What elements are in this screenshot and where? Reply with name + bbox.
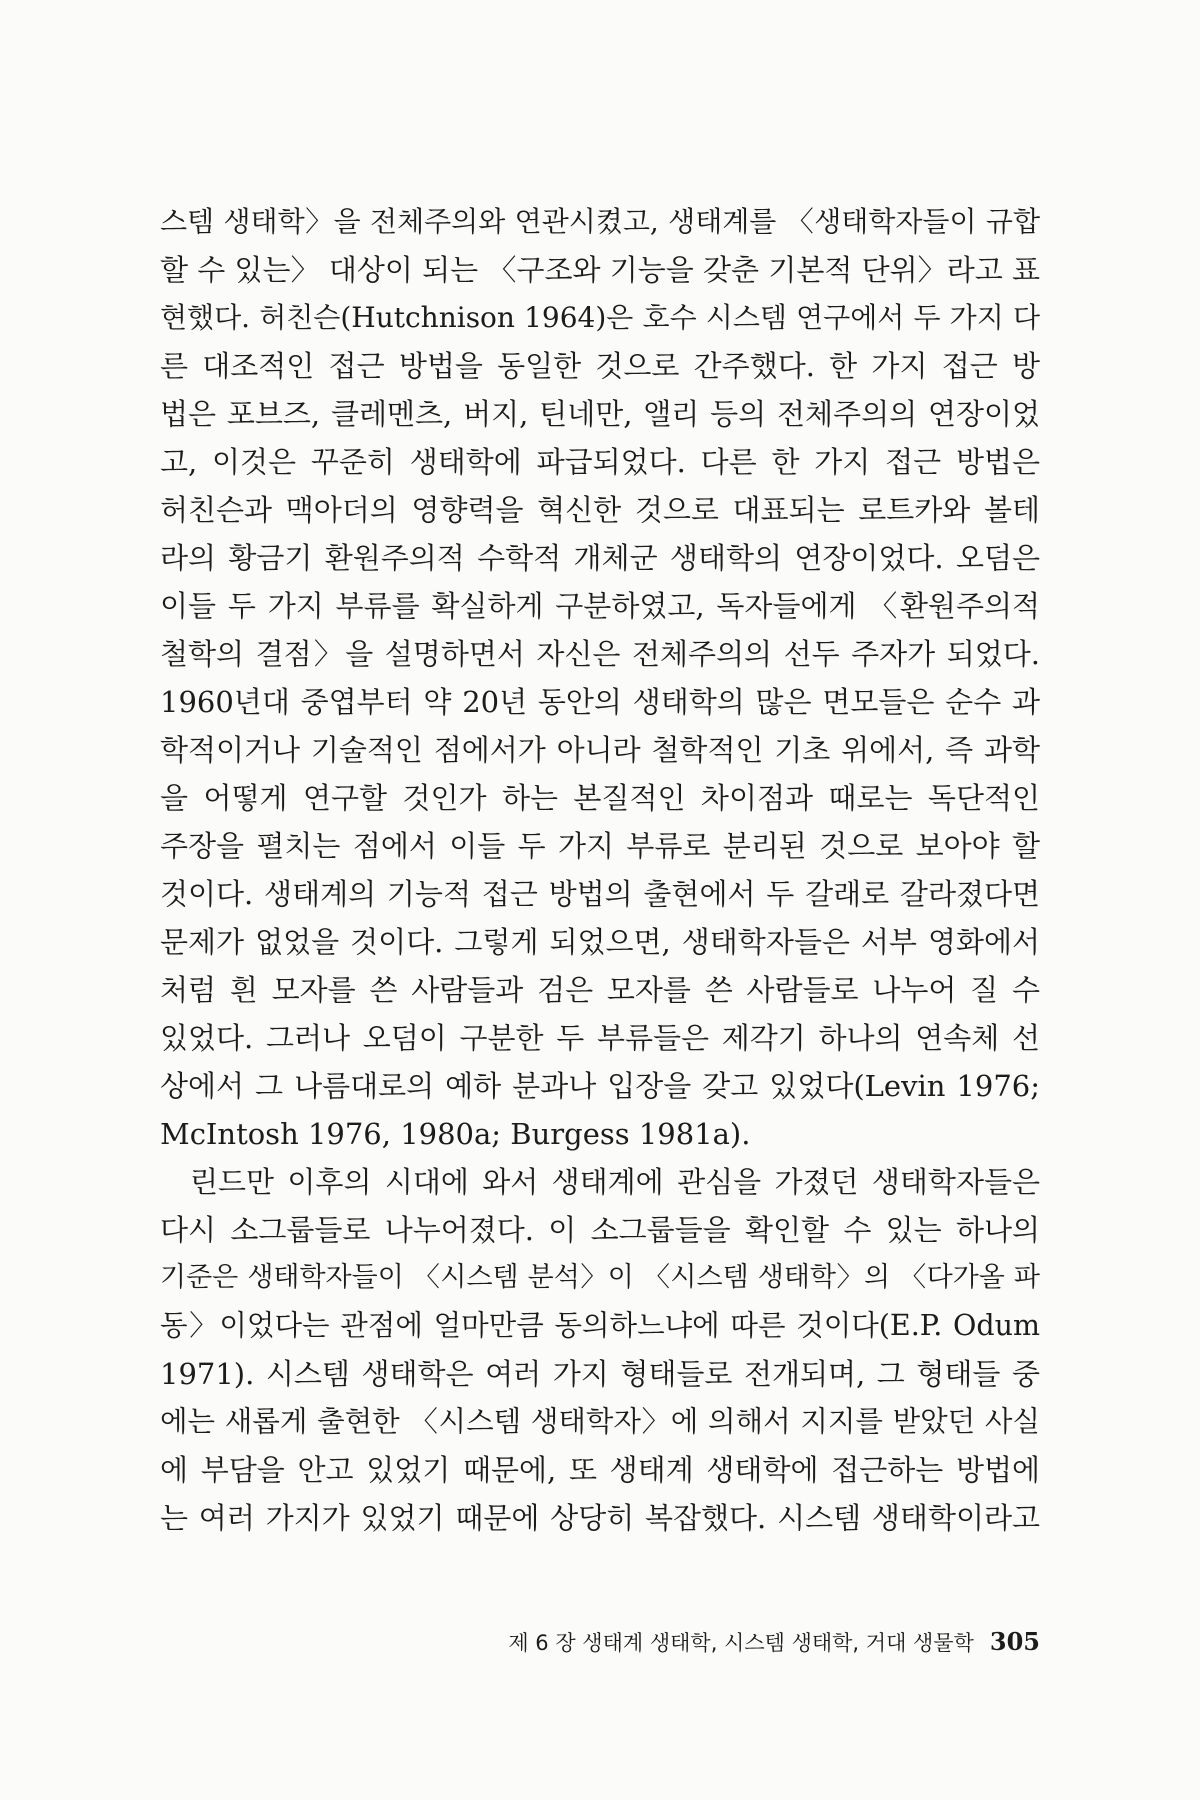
text-line: 기준은 생태학자들이 〈시스템 분석〉이 〈시스템 생태학〉의 〈다가올 파 (160, 1262, 1040, 1293)
text-line: 철학의 결점〉을 설명하면서 자신은 전체주의의 선두 주자가 되었다. (160, 637, 1040, 671)
text-line: 현했다. 허친슨(Hutchnison 1964)은 호수 시스템 연구에서 두 가지 다 (160, 301, 1040, 334)
text-line: 있었다. 그러나 오덤이 구분한 두 부류들은 제각기 하나의 연속체 선 (160, 1021, 1040, 1055)
paragraph-2 (160, 1158, 1040, 1542)
text-line: 른 대조적인 접근 방법을 동일한 것으로 간주했다. 한 가지 접근 방 (160, 349, 1040, 383)
page-footer (458, 1627, 1040, 1657)
text-line: 에 부담을 안고 있었기 때문에, 또 생태계 생태학에 접근하는 방법에 (160, 1453, 1040, 1487)
text-line: 는 여러 가지가 있었기 때문에 상당히 복잡했다. 시스템 생태학이라고 (160, 1501, 1040, 1535)
text-line: 스템 생태학〉을 전체주의와 연관시켰고, 생태계를 〈생태학자들이 규합 (160, 205, 1040, 238)
text-line: 1960년대 중엽부터 약 20년 동안의 생태학의 많은 면모들은 순수 과 (160, 685, 1040, 719)
text-line: 1971). 시스템 생태학은 여러 가지 형태들로 전개되며, 그 형태들 중 (160, 1357, 1040, 1391)
page-number: 305 (989, 1627, 1040, 1656)
text-line: 동〉이었다는 관점에 얼마만큼 동의하느냐에 따른 것이다(E.P. Odum (160, 1309, 1040, 1342)
text-line: 법은 포브즈, 클레멘츠, 버지, 틴네만, 앨리 등의 전체주의의 연장이었 (160, 397, 1040, 431)
text-line: 문제가 없었을 것이다. 그렇게 되었으면, 생태학자들은 서부 영화에서 (160, 925, 1040, 959)
running-head: 제 6 장 생태계 생태학, 시스템 생태학, 거대 생물학 (508, 1631, 974, 1655)
text-line: 다시 소그룹들로 나누어졌다. 이 소그룹들을 확인할 수 있는 하나의 (160, 1213, 1040, 1247)
text-line: 라의 황금기 환원주의적 수학적 개체군 생태학의 연장이었다. 오덤은 (160, 541, 1040, 575)
text-line: 고, 이것은 꾸준히 생태학에 파급되었다. 다른 한 가지 접근 방법은 (160, 445, 1040, 479)
text-line: McIntosh 1976, 1980a; Burgess 1981a). (160, 1117, 751, 1151)
text-line: 할 수 있는〉 대상이 되는 〈구조와 기능을 갖춘 기본적 단위〉라고 표 (160, 253, 1040, 287)
text-line: 린드만 이후의 시대에 와서 생태계에 관심을 가졌던 생태학자들은 (190, 1165, 1040, 1199)
text-line: 학적이거나 기술적인 점에서가 아니라 철학적인 기초 위에서, 즉 과학 (160, 733, 1040, 767)
text-line: 을 어떻게 연구할 것인가 하는 본질적인 차이점과 때로는 독단적인 (160, 781, 1040, 815)
paragraph-1 (160, 198, 1040, 1158)
text-line: 것이다. 생태계의 기능적 접근 방법의 출현에서 두 갈래로 갈라졌다면 (160, 877, 1040, 911)
text-line: 이들 두 가지 부류를 확실하게 구분하였고, 독자들에게 〈환원주의적 (160, 589, 1040, 623)
text-line: 허친슨과 맥아더의 영향력을 혁신한 것으로 대표되는 로트카와 볼테 (160, 493, 1040, 527)
body-text (160, 198, 1040, 1542)
text-line: 주장을 펼치는 점에서 이들 두 가지 부류로 분리된 것으로 보아야 할 (160, 829, 1040, 863)
text-line: 에는 새롭게 출현한 〈시스템 생태학자〉에 의해서 지지를 받았던 사실 (160, 1405, 1040, 1438)
text-line: 처럼 흰 모자를 쓴 사람들과 검은 모자를 쓴 사람들로 나누어 질 수 (160, 973, 1040, 1007)
text-line: 상에서 그 나름대로의 예하 분과나 입장을 갖고 있었다(Levin 1976; (160, 1069, 1040, 1103)
